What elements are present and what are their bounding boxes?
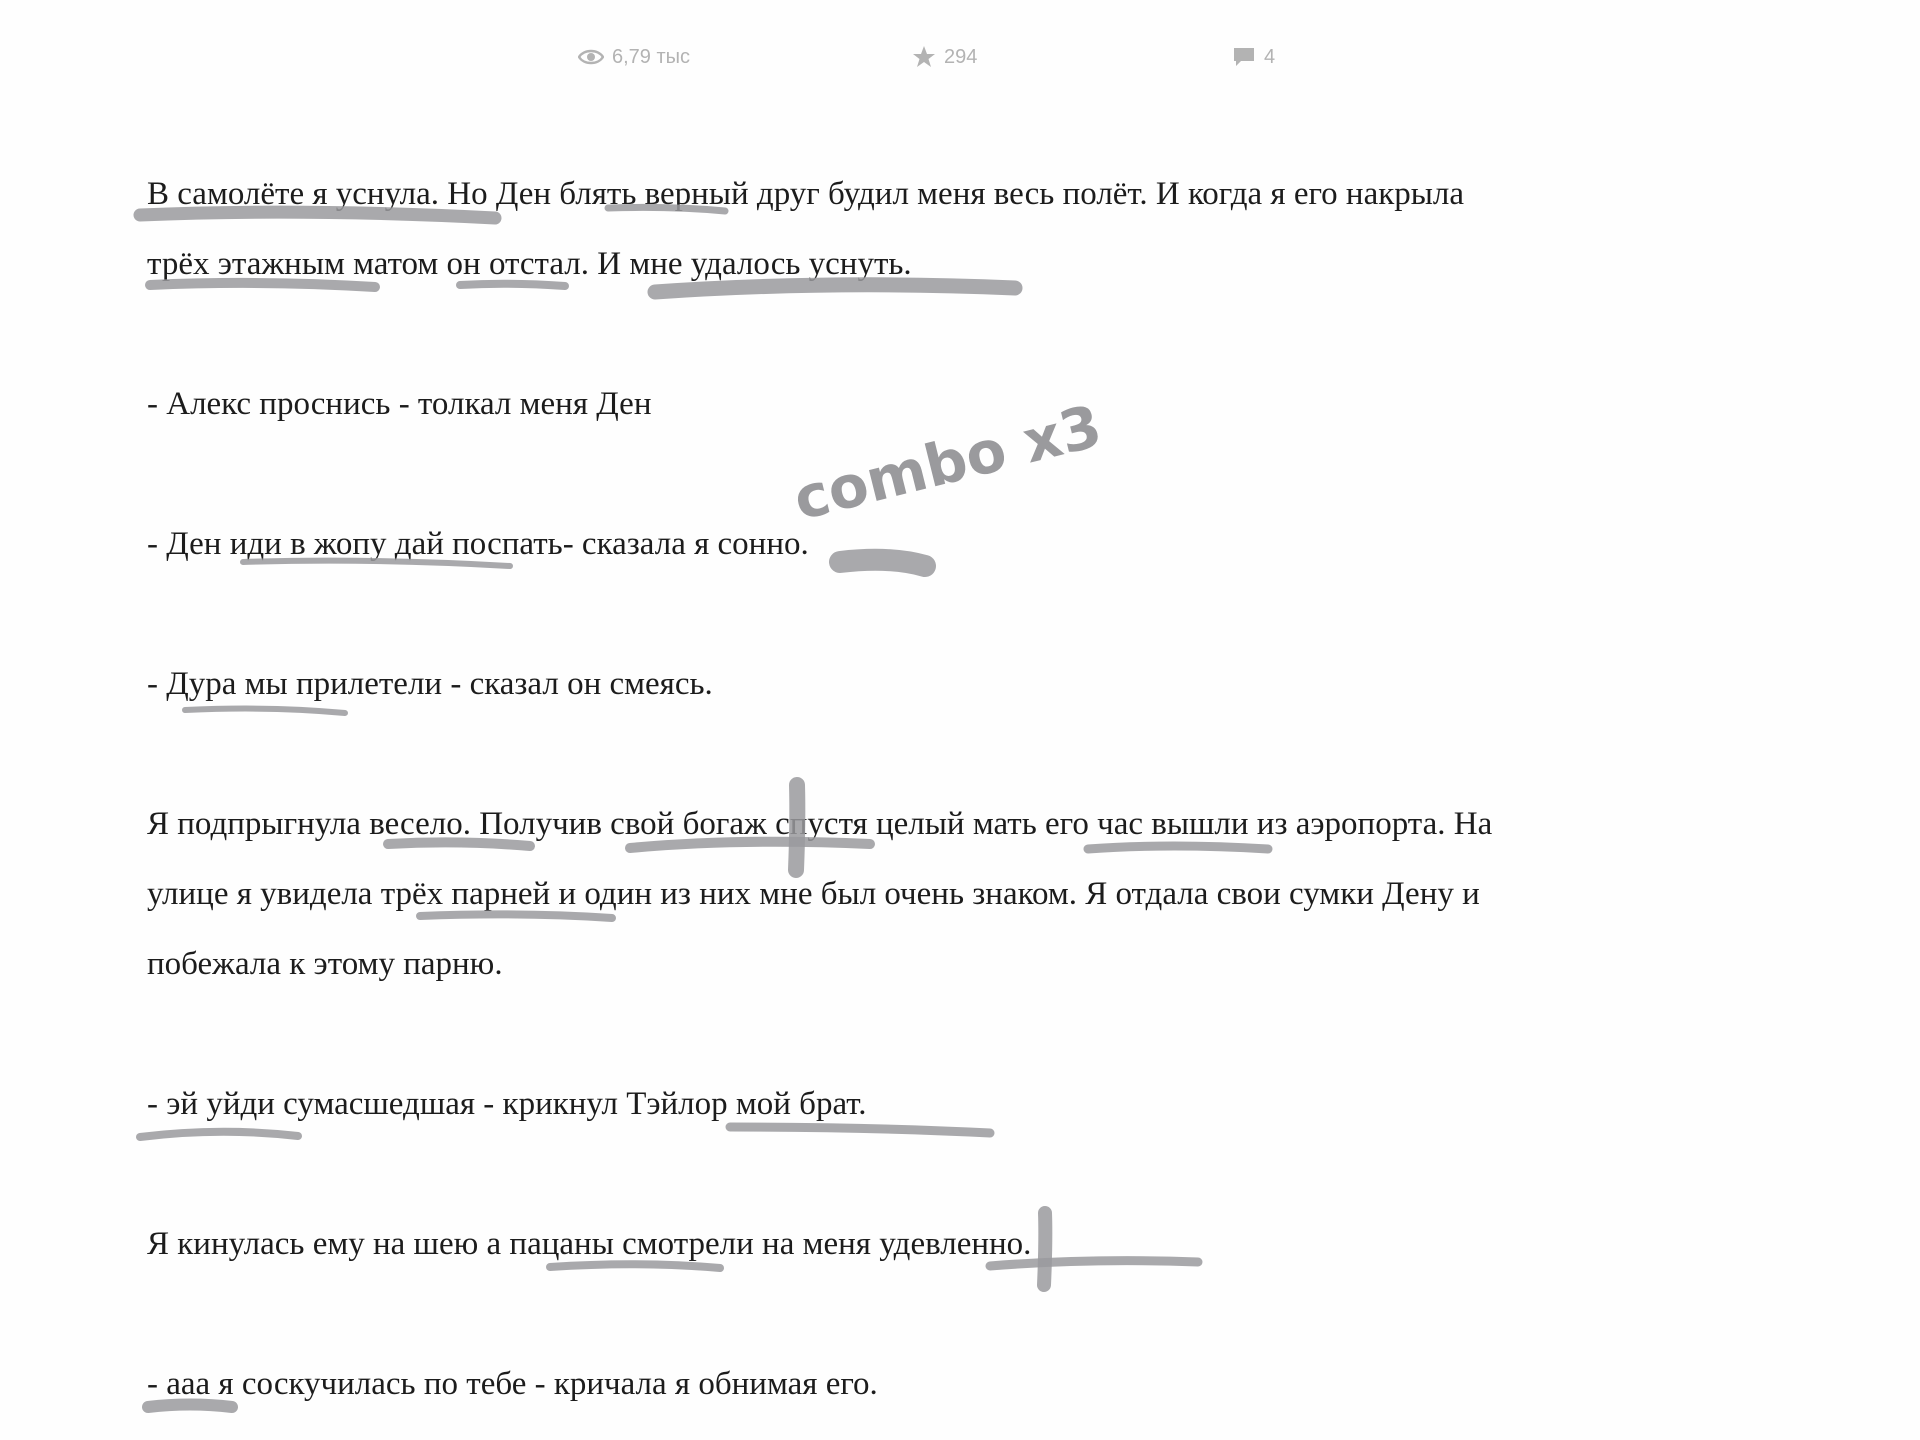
story-line: - Алекс проснись - толкал меня Ден <box>147 386 652 422</box>
story-line: Я кинулась ему на шею а пацаны смотрели на меня удевленно. <box>147 1226 1032 1262</box>
story-line: - ааа я соскучилась по тебе - кричала я обнимая его. <box>147 1366 878 1402</box>
combo-annotation: combo x3 <box>786 391 1109 534</box>
story-line: трёх этажным матом он отстал. И мне удалось уснуть. <box>147 246 912 282</box>
story-line: В самолёте я уснула. Но Ден блять верный друг будил меня весь полёт. И когда я его накрыла <box>147 176 1465 212</box>
story-line: - Дура мы прилетели - сказал он смеясь. <box>147 666 713 702</box>
likes-count: 294 <box>944 45 978 68</box>
story-line: побежала к этому парню. <box>147 946 503 982</box>
story-line: - Ден иди в жопу дай поспать- сказала я сонно. <box>147 526 809 562</box>
story-line: Я подпрыгнула весело. Получив свой богаж спустя целый мать его час вышли из аэропорта. На <box>147 806 1493 842</box>
story-line: улице я увидела трёх парней и один из них мне был очень знаком. Я отдала свои сумки Дену и <box>147 876 1480 912</box>
story-line: - эй уйди сумасшедшая - крикнул Тэйлор мой брат. <box>147 1086 867 1122</box>
views-count: 6,79 тыс <box>612 45 691 68</box>
comments-count: 4 <box>1264 45 1276 68</box>
